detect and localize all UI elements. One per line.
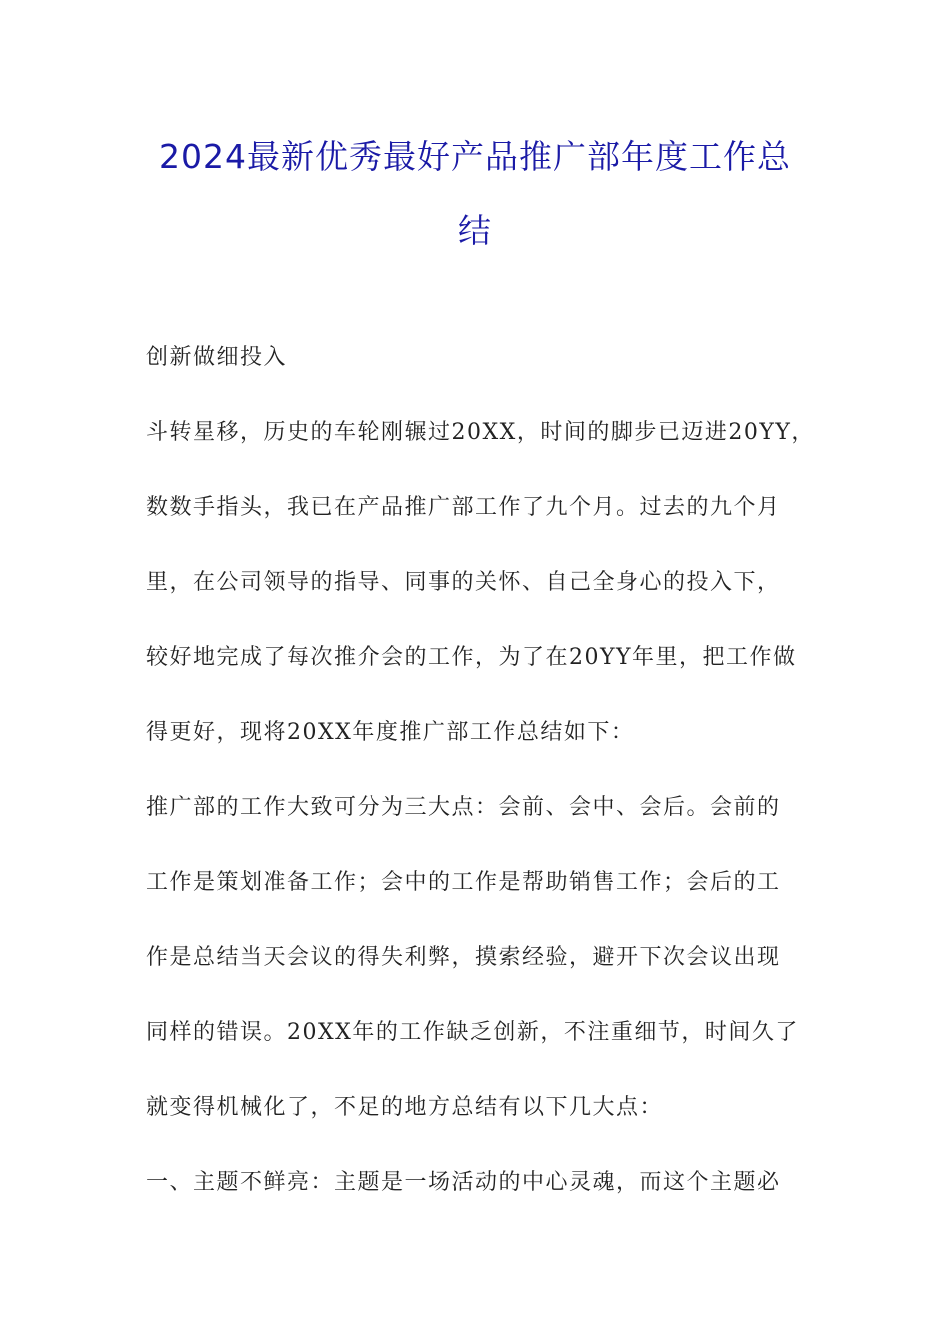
paragraph-line: 同样的错误。20XX年的工作缺乏创新，不注重细节，时间久了	[146, 1020, 799, 1045]
paragraph-line: 就变得机械化了，不足的地方总结有以下几大点：	[146, 1095, 664, 1120]
paragraph-line: 得更好，现将20XX年度推广部工作总结如下：	[146, 720, 635, 745]
paragraph-line: 较好地完成了每次推介会的工作，为了在20YY年里，把工作做	[146, 645, 797, 670]
title-line-2: 结	[458, 211, 492, 250]
paragraph-line: 工作是策划准备工作；会中的工作是帮助销售工作；会后的工	[146, 870, 781, 895]
section-heading: 创新做细投入	[146, 345, 288, 370]
document-title	[140, 120, 810, 268]
paragraph-line: 作是总结当天会议的得失利弊，摸索经验，避开下次会议出现	[146, 945, 781, 970]
paragraph-line: 推广部的工作大致可分为三大点：会前、会中、会后。会前的	[146, 795, 781, 820]
paragraph-line: 数数手指头，我已在产品推广部工作了九个月。过去的九个月	[146, 495, 781, 520]
title-line-1: 2024最新优秀最好产品推广部年度工作总	[159, 137, 791, 176]
paragraph-line: 斗转星移，历史的车轮刚辗过20XX，时间的脚步已迈进20YY，	[146, 420, 815, 445]
paragraph-line: 里，在公司领导的指导、同事的关怀、自己全身心的投入下，	[146, 570, 781, 595]
paragraph-line: 一、主题不鲜亮：主题是一场活动的中心灵魂，而这个主题必	[146, 1170, 781, 1195]
